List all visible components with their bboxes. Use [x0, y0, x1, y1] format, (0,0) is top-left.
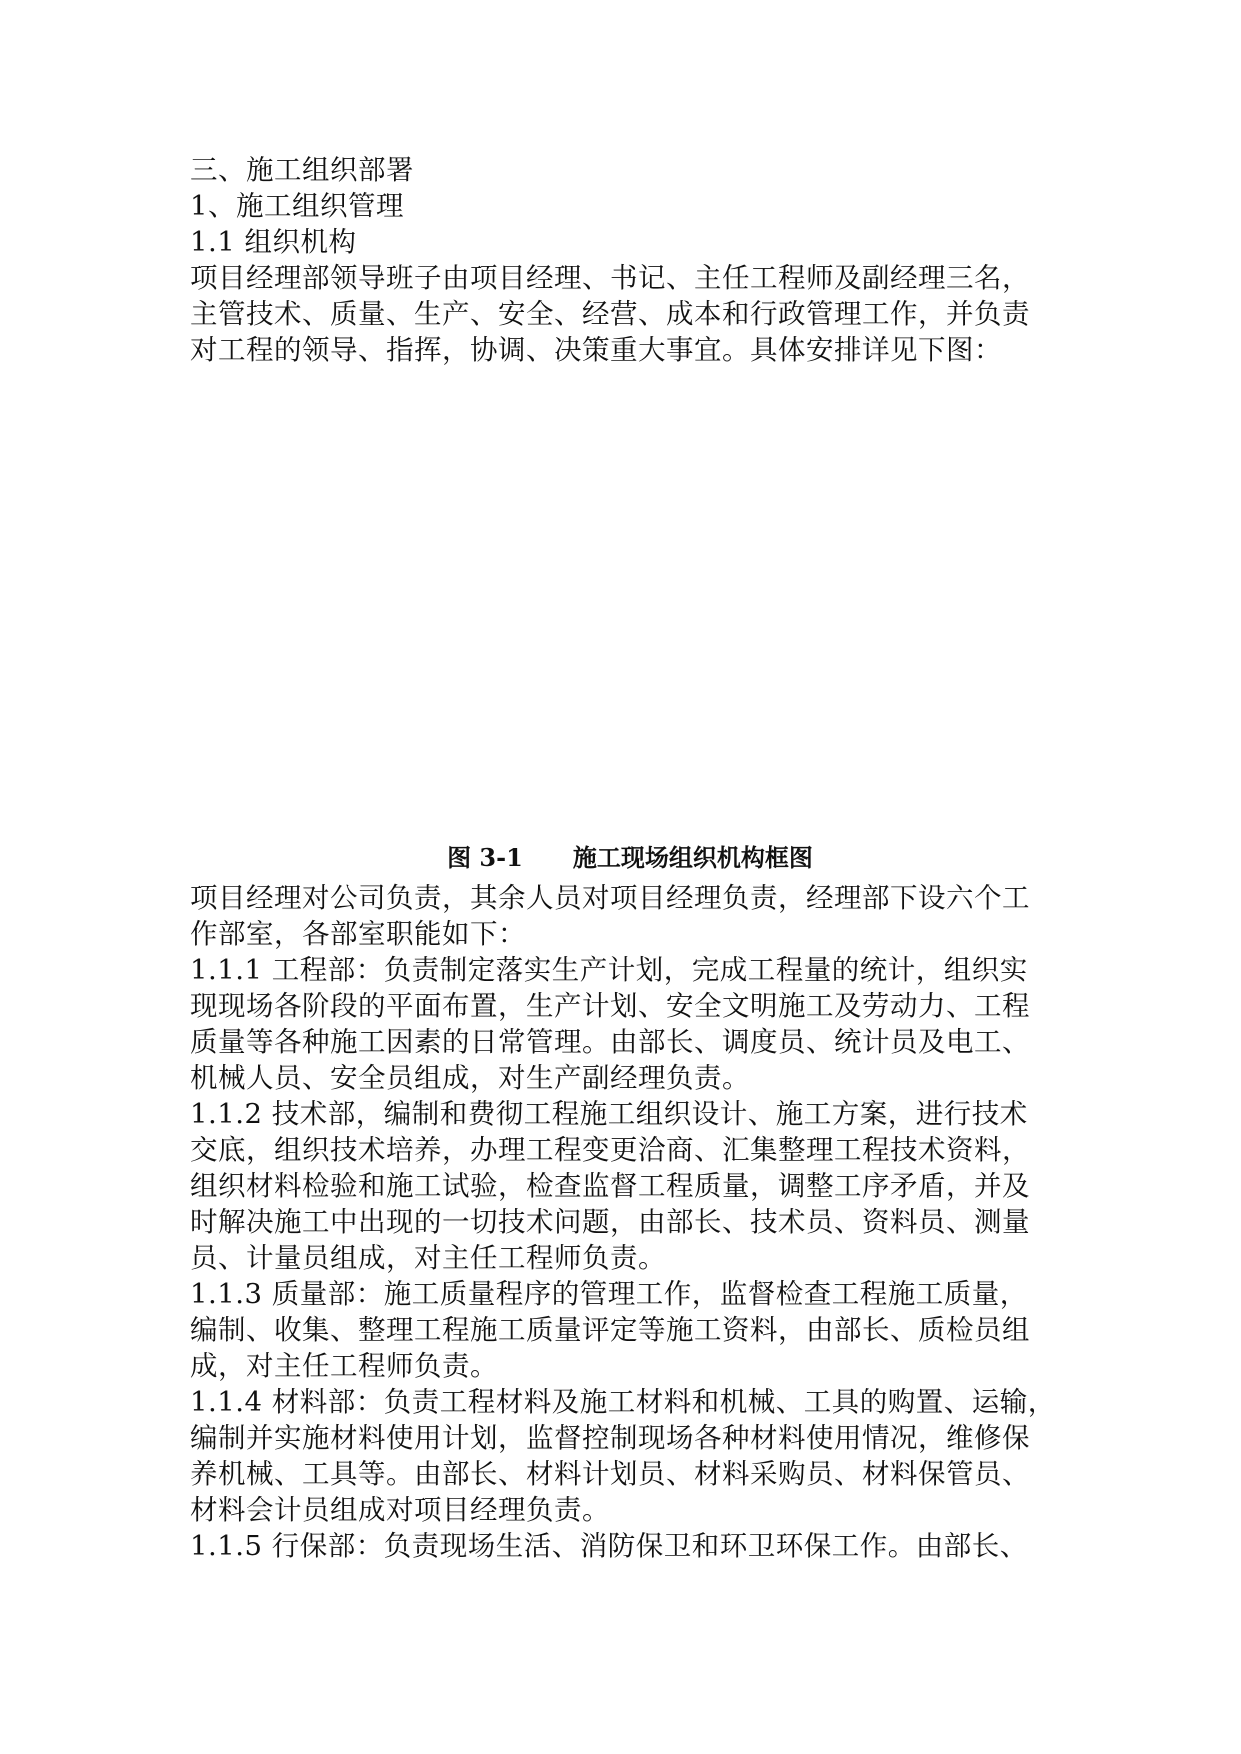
subsection-heading: 1、施工组织管理: [190, 190, 404, 222]
paragraph-line: 主管技术、质量、生产、安全、经营、成本和行政管理工作，并负责: [190, 298, 1030, 330]
subsubsection-heading: 1.1 组织机构: [190, 226, 357, 258]
paragraph-line: 组织材料检验和施工试验，检查监督工程质量，调整工序矛盾，并及: [190, 1170, 1030, 1202]
figure-placeholder: [190, 410, 1050, 830]
paragraph-line: 机械人员、安全员组成，对生产副经理负责。: [190, 1062, 750, 1094]
paragraph-line: 对工程的领导、指挥，协调、决策重大事宜。具体安排详见下图：: [190, 334, 1002, 366]
paragraph-line: 现现场各阶段的平面布置，生产计划、安全文明施工及劳动力、工程: [190, 990, 1030, 1022]
paragraph-line: 养机械、工具等。由部长、材料计划员、材料采购员、材料保管员、: [190, 1458, 1030, 1490]
paragraph-line: 编制、收集、整理工程施工质量评定等施工资料，由部长、质检员组: [190, 1314, 1030, 1346]
paragraph-line: 交底，组织技术培养，办理工程变更洽商、汇集整理工程技术资料，: [190, 1134, 1030, 1166]
paragraph-line: 1.1.3 质量部：施工质量程序的管理工作，监督检查工程施工质量，: [190, 1278, 1028, 1310]
figure-caption: 图 3-1 施工现场组织机构框图: [447, 843, 813, 872]
paragraph-line: 项目经理对公司负责，其余人员对项目经理负责，经理部下设六个工: [190, 882, 1030, 914]
paragraph-line: 质量等各种施工因素的日常管理。由部长、调度员、统计员及电工、: [190, 1026, 1030, 1058]
paragraph-line: 员、计量员组成，对主任工程师负责。: [190, 1242, 666, 1274]
paragraph-line: 1.1.5 行保部：负责现场生活、消防保卫和环卫环保工作。由部长、: [190, 1530, 1028, 1562]
paragraph-line: 时解决施工中出现的一切技术问题，由部长、技术员、资料员、测量: [190, 1206, 1030, 1238]
paragraph-line: 编制并实施材料使用计划，监督控制现场各种材料使用情况，维修保: [190, 1422, 1030, 1454]
paragraph-line: 作部室，各部室职能如下：: [190, 918, 526, 950]
paragraph-line: 项目经理部领导班子由项目经理、书记、主任工程师及副经理三名，: [190, 262, 1030, 294]
paragraph-line: 1.1.1 工程部：负责制定落实生产计划，完成工程量的统计，组织实: [190, 954, 1028, 986]
paragraph-line: 1.1.4 材料部：负责工程材料及施工材料和机械、工具的购置、运输，: [190, 1386, 1056, 1418]
paragraph-line: 1.1.2 技术部，编制和费彻工程施工组织设计、施工方案，进行技术: [190, 1098, 1028, 1130]
paragraph-line: 材料会计员组成对项目经理负责。: [190, 1494, 610, 1526]
section-heading: 三、施工组织部署: [190, 154, 414, 186]
paragraph-line: 成，对主任工程师负责。: [190, 1350, 498, 1382]
